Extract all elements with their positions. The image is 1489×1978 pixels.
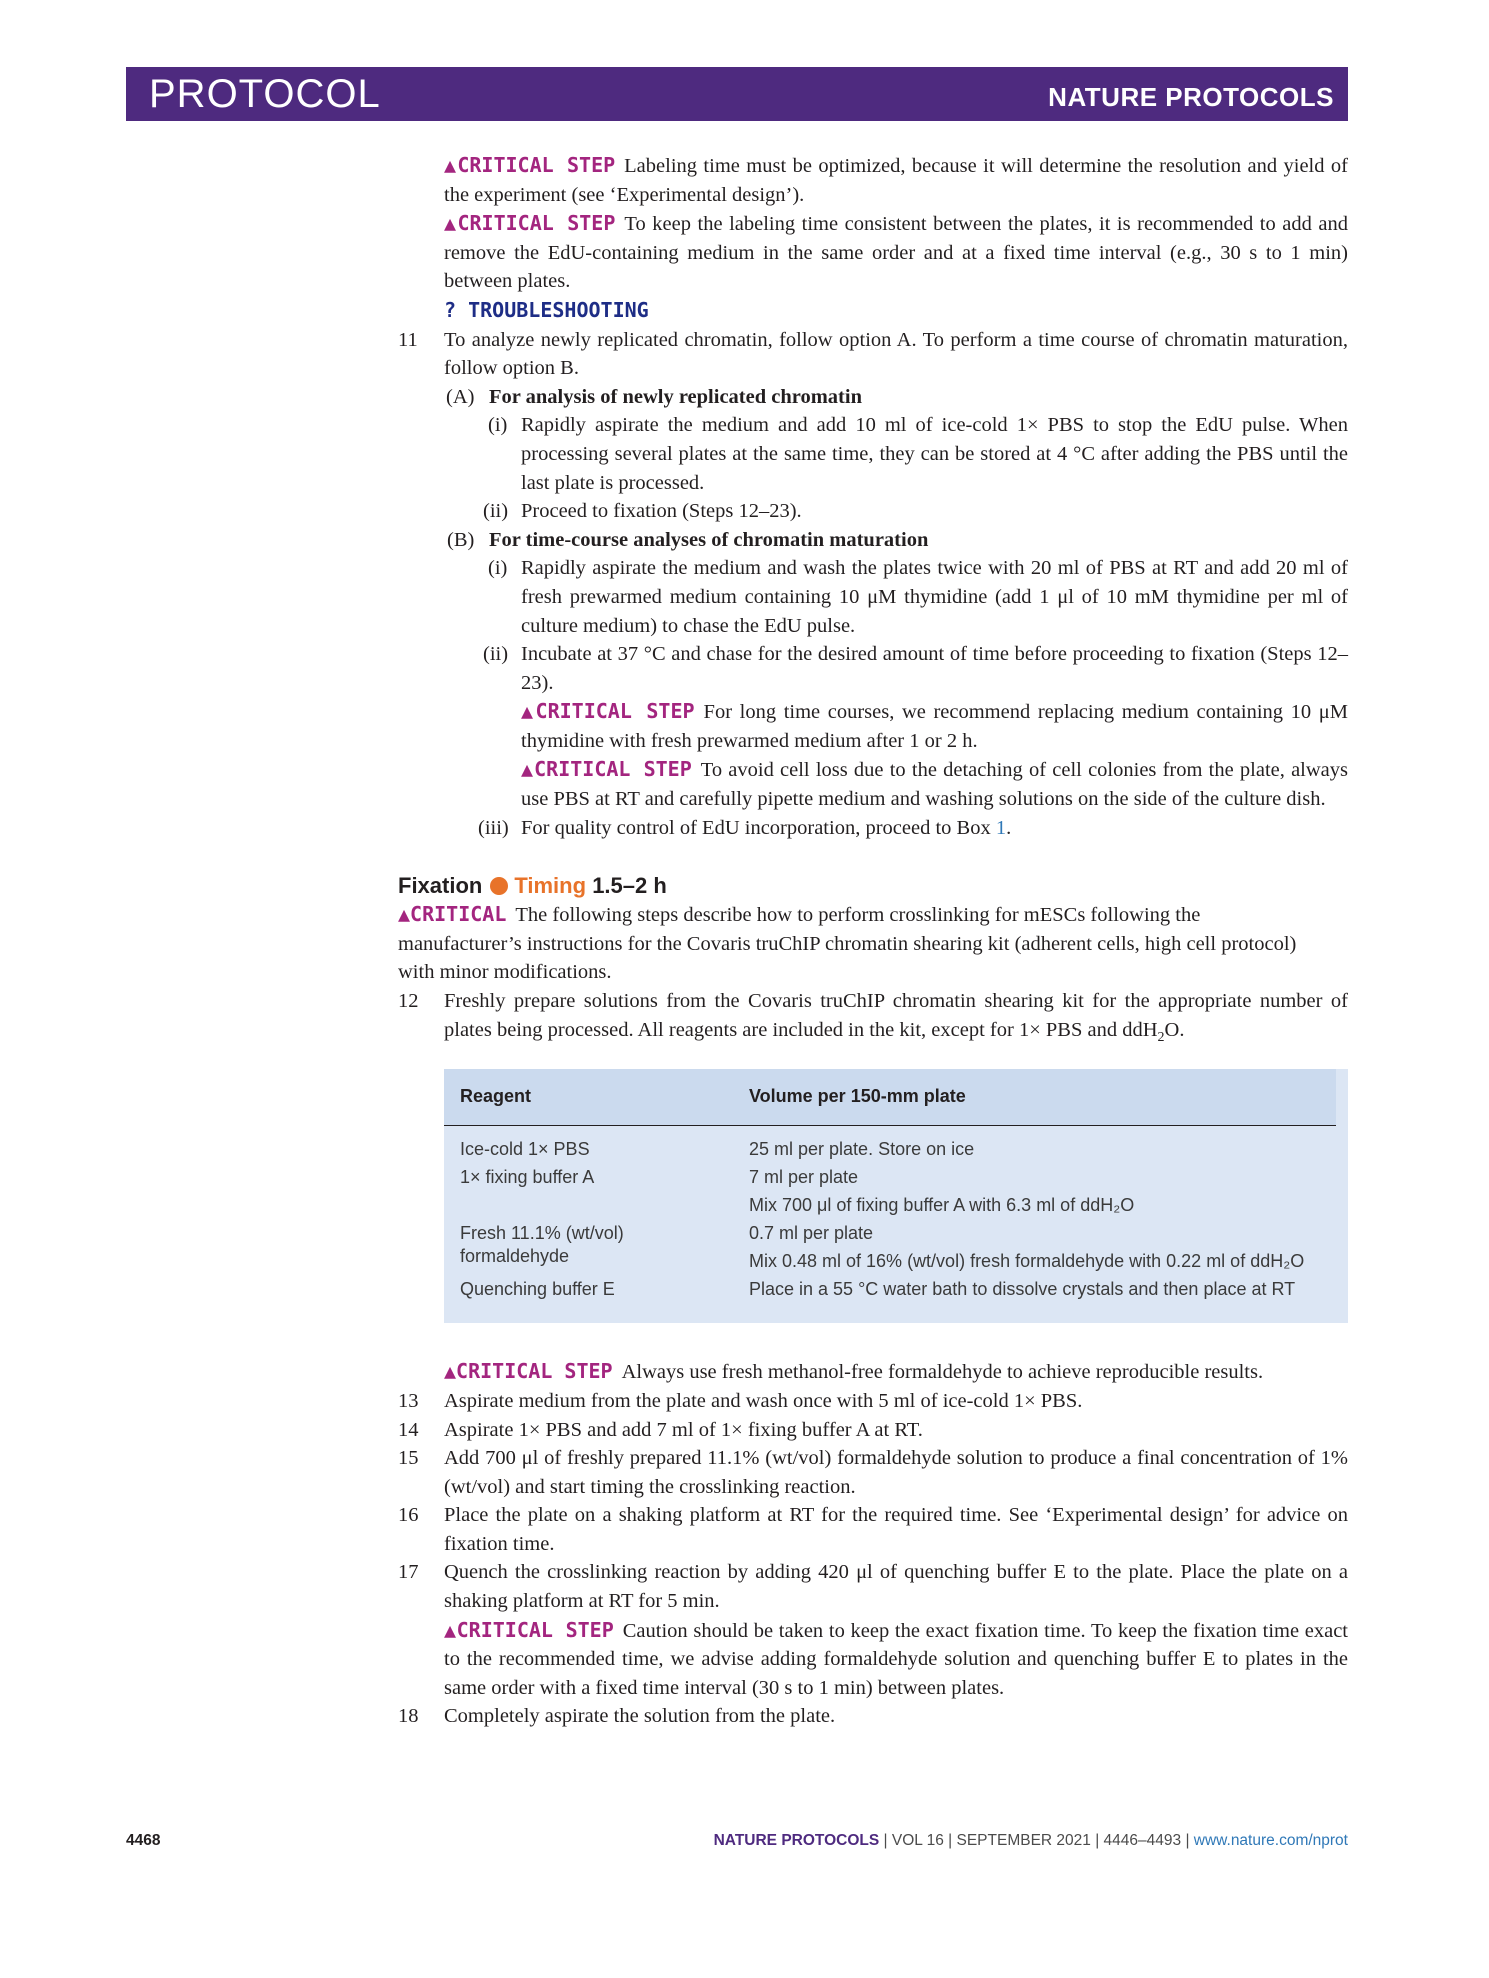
step-17: 17 Quench the crosslinking reaction by adding 420 μl of quenching buffer E to the plate. Place the plate on a shaking platform at RT for 5 min. — [398, 1561, 1348, 1613]
step-18: 18 Completely aspirate the solution from the plate. — [398, 1705, 836, 1728]
table-row: Ice-cold 1× PBS 25 ml per plate. Store on ice — [460, 1139, 975, 1160]
fixation-heading: Fixation Timing 1.5–2 h — [398, 873, 667, 899]
step-11-option-b: (B) For time-course analyses of chromatin maturation — [447, 528, 929, 551]
header-volume: Volume per 150-mm plate — [749, 1086, 966, 1107]
step-16: 16 Place the plate on a shaking platform at RT for the required time. See ‘Experimental design’ for advice on fixation time. — [398, 1504, 1348, 1555]
header-reagent: Reagent — [460, 1086, 532, 1107]
step-11b-iii: (iii) For quality control of EdU incorporation, proceed to Box 1. — [478, 816, 1012, 839]
critical-step-fixation-time: ▲CRITICAL STEP Caution should be taken to keep the exact fixation time. To keep the fixation time exact to the recommended time, we advise adding formaldehyde solution and quenching buffer E to plates in the same order with a fixed time interval (30 s to 1 min) between plates. — [444, 1617, 1349, 1699]
step-11a-ii: (ii) Proceed to fixation (Steps 12–23). — [483, 500, 802, 523]
critical-step-labeling: ▲CRITICAL STEP Labeling time must be optimized, because it will determine the resolution and yield of the experiment (see ‘Experimental design’). — [444, 153, 1348, 206]
step-11b-ii: (ii) Incubate at 37 °C and chase for the desired amount of time before proceeding to fixation (Steps 12–23). — [483, 643, 1348, 694]
step-13: 13 Aspirate medium from the plate and wash once with 5 ml of ice-cold 1× PBS. — [398, 1389, 1083, 1412]
table-row: Quenching buffer E Place in a 55 °C water bath to dissolve crystals and then place at RT — [460, 1279, 1296, 1300]
critical-step-formaldehyde: ▲CRITICAL STEP Always use fresh methanol-free formaldehyde to achieve reproducible results. — [444, 1359, 1264, 1384]
critical-step-thymidine: ▲CRITICAL STEP For long time courses, we recommend replacing medium containing 10 μM thymidine with fresh prewarmed medium after 1 or 2 h. — [521, 699, 1348, 752]
article-body — [0, 151, 1489, 1731]
timing-dot-icon — [490, 877, 508, 895]
box-1-link[interactable]: 1 — [995, 816, 1007, 839]
table-row: 1× fixing buffer A 7 ml per plate Mix 700 μl of fixing buffer A with 6.3 ml of ddH₂O — [460, 1167, 1135, 1216]
step-11b-i: (i) Rapidly aspirate the medium and wash the plates twice with 20 ml of PBS at RT and add 20 ml of fresh prewarmed medium containing 10 μM thymidine (add 1 μl of 10 mM thymidine per ml of culture medium) to chase the EdU pulse. — [488, 557, 1348, 637]
troubleshooting-link[interactable]: ? TROUBLESHOOTING — [444, 297, 649, 322]
table-row: Fresh 11.1% (wt/vol) formaldehyde 0.7 ml per plate Mix 0.48 ml of 16% (wt/vol) fresh formaldehyde with 0.22 ml of ddH₂O — [460, 1223, 1305, 1272]
fixation-critical: ▲CRITICAL The following steps describe how to perform crosslinking for mESCs following the manufacturer’s instructions for the Covaris truChIP chromatin shearing kit (adherent cells, high cell protocol) with minor modifications. — [398, 902, 1297, 984]
step-12: 12 Freshly prepare solutions from the Covaris truChIP chromatin shearing kit for the appropriate number of plates being processed. All reagents are included in the kit, except for 1× PBS and ddH$_2$O. — [398, 990, 1348, 1045]
reagent-table — [444, 1069, 1348, 1323]
journal-citation: NATURE PROTOCOLS | VOL 16 | SEPTEMBER 2021 | 4446–4493 | www.nature.com/nprot — [713, 1832, 1348, 1849]
journal-url-link[interactable]: www.nature.com/nprot — [1193, 1832, 1348, 1849]
step-11a-i: (i) Rapidly aspirate the medium and add 10 ml of ice-cold 1× PBS to stop the EdU pulse. When processing several plates at the same time, they can be stored at 4 °C after adding the PBS until the last plate is processed. — [488, 414, 1348, 494]
critical-step-cell-loss: ▲CRITICAL STEP To avoid cell loss due to the detaching of cell colonies from the plate, always use PBS at RT and carefully pipette medium and washing solutions on the side of the culture dish. — [521, 757, 1348, 811]
header-banner — [126, 67, 1348, 121]
step-11: 11 To analyze newly replicated chromatin, follow option A. To perform a time course of chromatin maturation, follow option B. — [398, 328, 1348, 380]
step-14: 14 Aspirate 1× PBS and add 7 ml of 1× fixing buffer A at RT. — [398, 1418, 923, 1441]
table-header — [444, 1069, 1336, 1126]
section-label: PROTOCOL — [149, 72, 381, 116]
step-15: 15 Add 700 μl of freshly prepared 11.1% (wt/vol) formaldehyde solution to produce a final concentration of 1% (wt/vol) and start timing the crosslinking reaction. — [398, 1447, 1348, 1498]
journal-name: NATURE PROTOCOLS — [1048, 82, 1334, 112]
step-11-option-a: (A) For analysis of newly replicated chromatin — [446, 385, 862, 408]
critical-step-consistency: ▲CRITICAL STEP To keep the labeling time consistent between the plates, it is recommended to add and remove the EdU-containing medium in the same order and at a fixed time interval (e.g., 30 s to 1 min) between plates. — [444, 211, 1348, 293]
page-number: 4468 — [126, 1832, 161, 1849]
